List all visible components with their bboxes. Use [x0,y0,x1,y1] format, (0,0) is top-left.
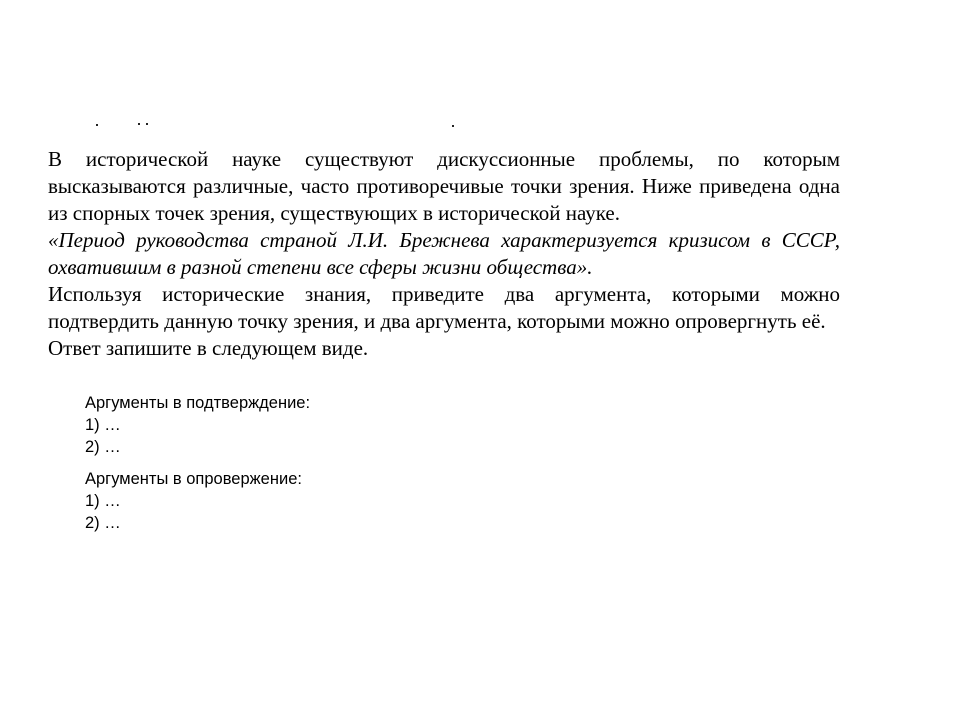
confirm-arguments [85,392,585,458]
confirm-item-2: 2) … [85,438,121,456]
answer-form [85,392,585,534]
scan-specks [90,120,470,130]
task-quote: «Период руководства страной Л.И. Брежнева характеризуется кризисом в СССР, охватившим в разной степени все сферы жизни общества». [48,228,840,279]
confirm-item-1: 1) … [85,416,121,434]
confirm-heading: Аргументы в подтверждение: [85,394,311,412]
refute-arguments [85,468,585,534]
task-intro: В исторической науке существуют дискуссионные проблемы, по которым высказываются различные, часто противоречивые точки зрения. Ниже приведена одна из спорных точек зрения, существующих в исторической науке. [48,147,840,225]
refute-item-1: 1) … [85,492,121,510]
scan-speck [138,123,140,125]
task-instruction: Используя исторические знания, приведите два аргумента, которыми можно подтвердить данную точку зрения, и два аргумента, которыми можно опровергнуть её. [48,282,840,333]
task-text [48,146,840,362]
refute-item-2: 2) … [85,514,121,532]
scan-speck [452,125,454,127]
scan-speck [146,123,148,125]
task-answer-format: Ответ запишите в следующем виде. [48,336,369,360]
scan-speck [96,124,98,126]
refute-heading: Аргументы в опровержение: [85,470,302,488]
